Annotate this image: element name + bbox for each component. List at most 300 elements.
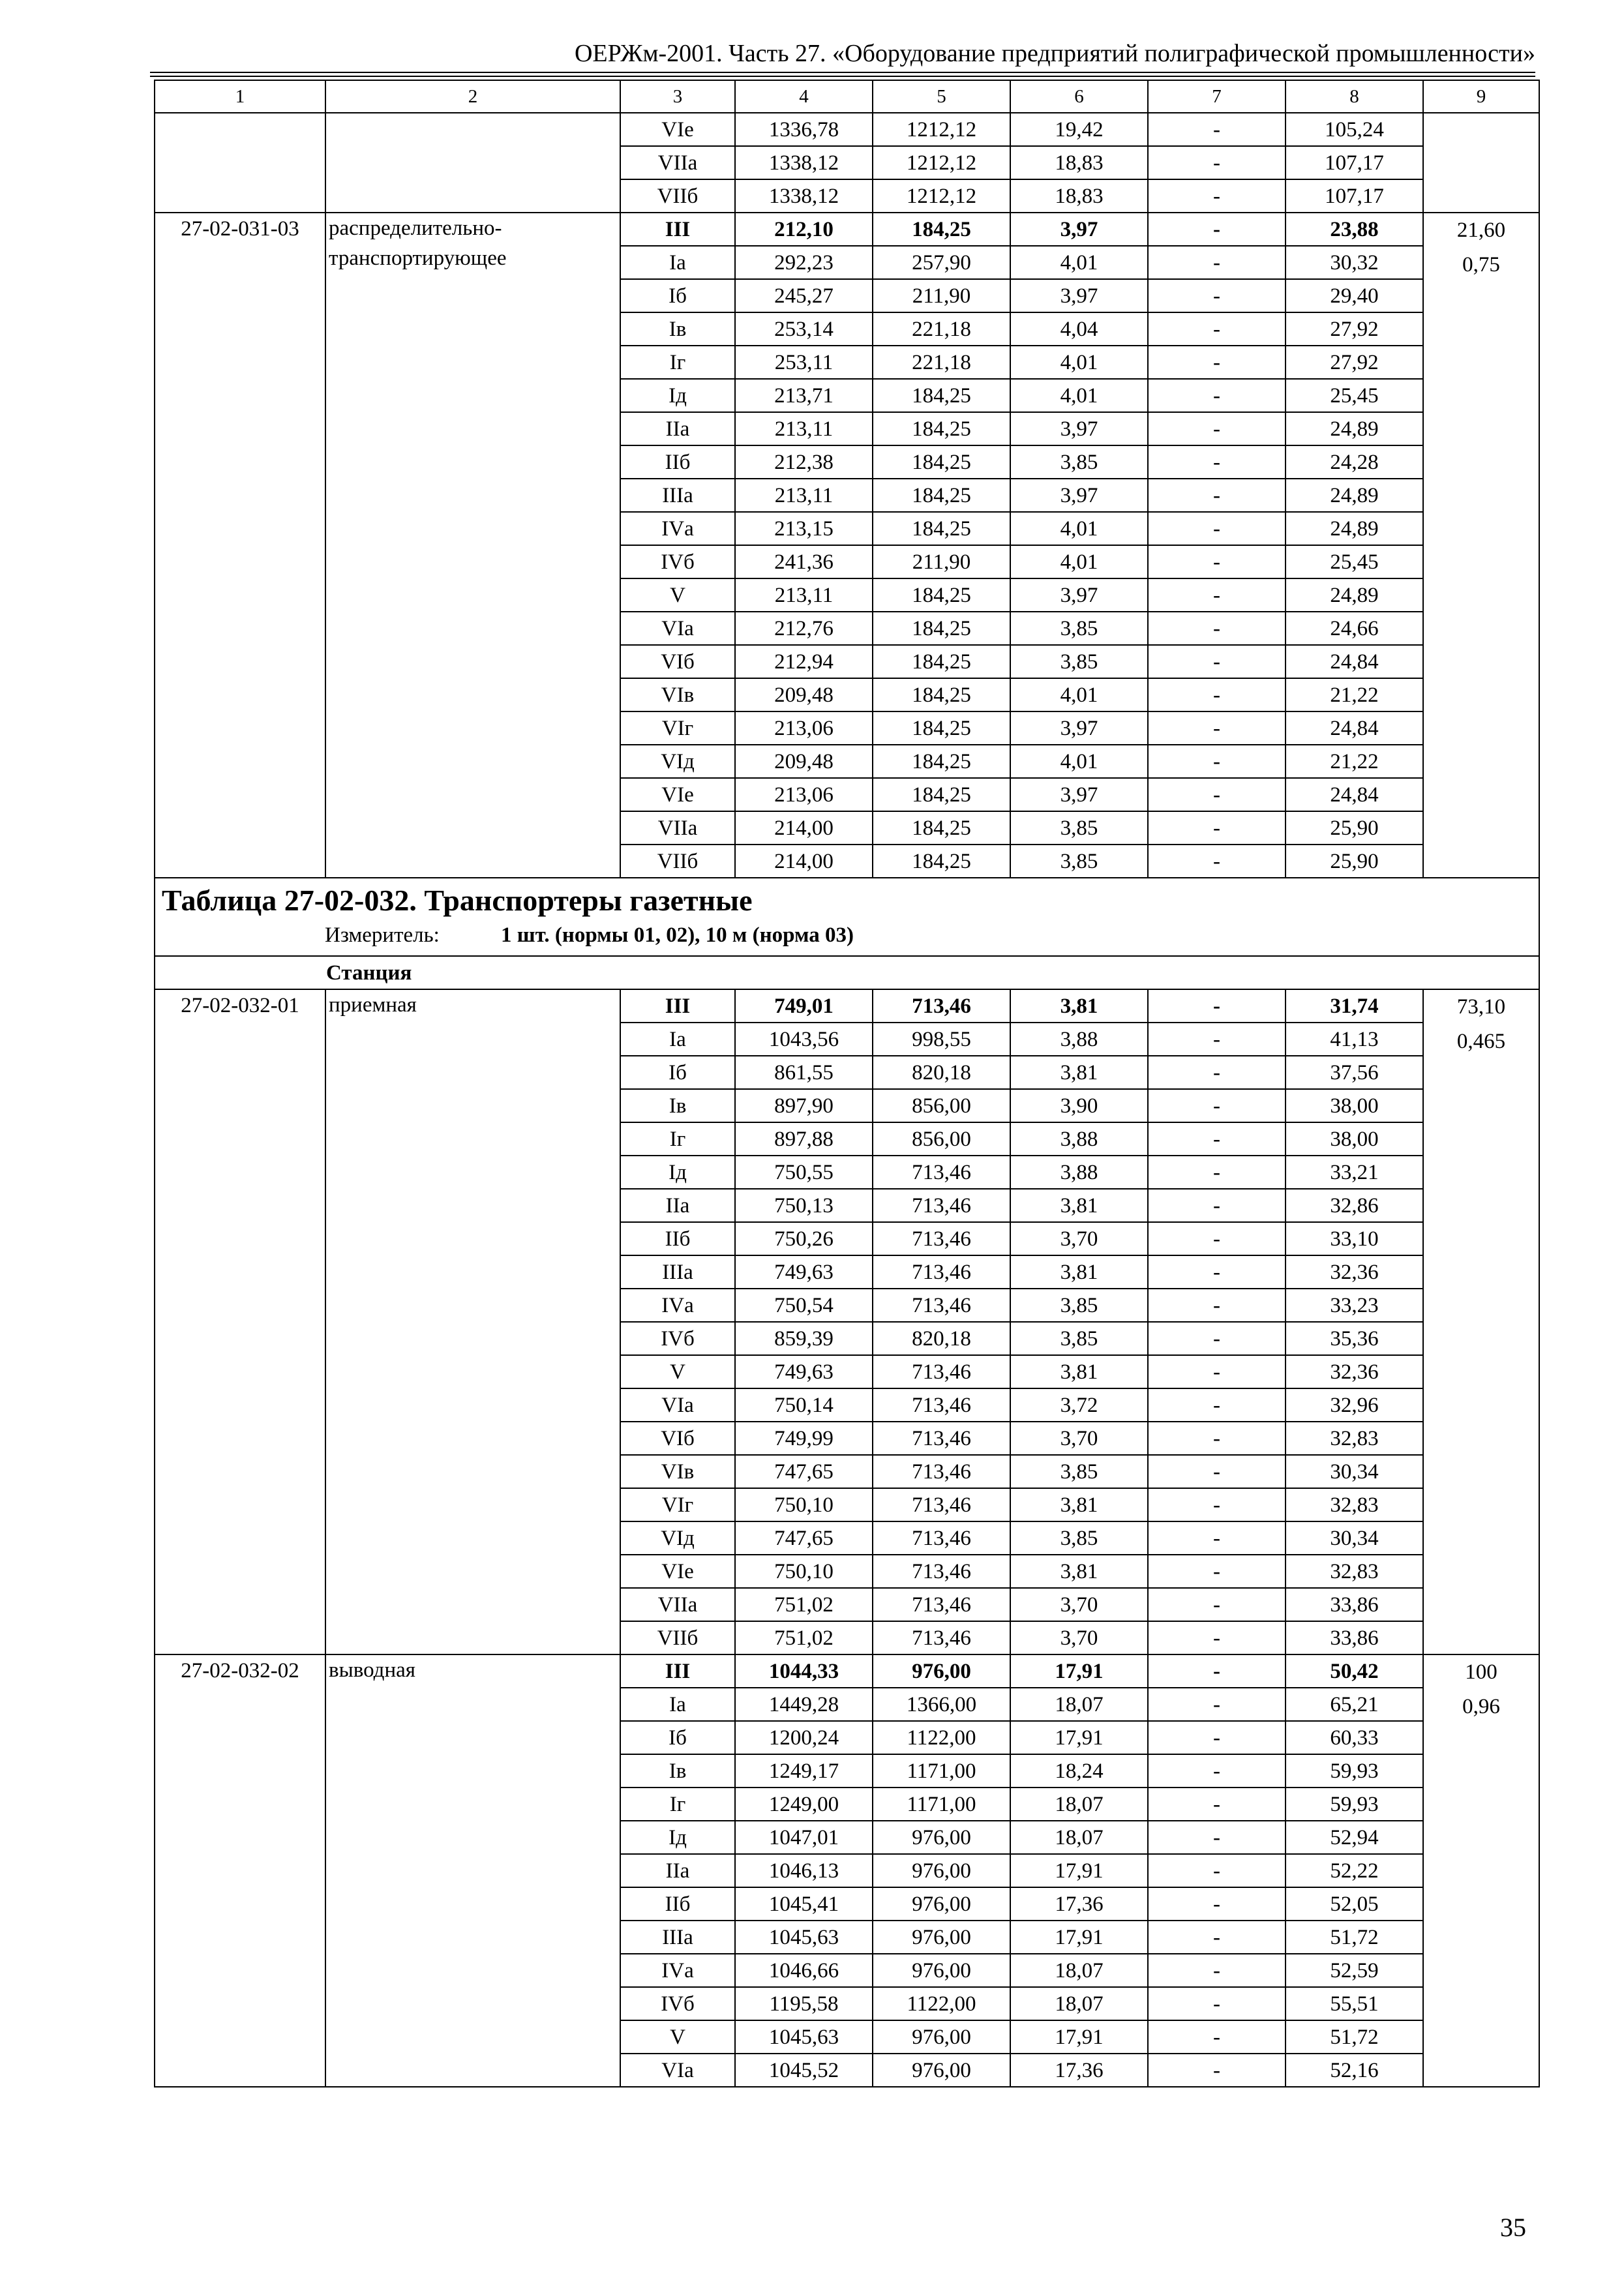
cell-col7: - [1148,1322,1286,1355]
cell-col5: 1212,12 [873,113,1010,146]
cell-col8: 107,17 [1286,179,1423,213]
cell-col5: 976,00 [873,2020,1010,2054]
cell-col3: Iг [620,346,735,379]
cell-col7: - [1148,1388,1286,1422]
cell-col4: 214,00 [735,845,873,878]
cell-col5: 820,18 [873,1056,1010,1089]
cell-col4: 1200,24 [735,1721,873,1754]
cell-col6: 3,81 [1010,1189,1148,1222]
cell-col7: - [1148,545,1286,578]
cell-col4: 1249,17 [735,1754,873,1788]
cell-col5: 1212,12 [873,146,1010,179]
norm-name: выводная [325,1654,620,2087]
col-header: 2 [325,80,620,113]
cell-col6: 17,91 [1010,1654,1148,1688]
cell-col8: 32,36 [1286,1255,1423,1289]
cell-col8: 33,86 [1286,1621,1423,1654]
cell-col3: VIIа [620,811,735,845]
col9-values [1423,1654,1539,2087]
cell-col8: 24,89 [1286,412,1423,445]
cell-col7: - [1148,1222,1286,1255]
cell-col7: - [1148,1122,1286,1156]
cell-col7: - [1148,1788,1286,1821]
cell-col8: 32,83 [1286,1422,1423,1455]
cell-col5: 184,25 [873,379,1010,412]
cell-col5: 976,00 [873,2054,1010,2087]
cell-col3: VIе [620,778,735,811]
cell-col3: IIа [620,1189,735,1222]
cell-col4: 213,11 [735,578,873,612]
cell-col3: IIб [620,445,735,479]
cell-col4: 1249,00 [735,1788,873,1821]
cell-col7: - [1148,1621,1286,1654]
cell-col8: 25,45 [1286,379,1423,412]
cell-col6: 3,85 [1010,1521,1148,1555]
cell-col3: Iв [620,1089,735,1122]
cell-col4: 751,02 [735,1621,873,1654]
cell-col4: 897,90 [735,1089,873,1122]
cell-col8: 59,93 [1286,1788,1423,1821]
cell-col4: 749,99 [735,1422,873,1455]
measure-value: 1 шт. (нормы 01, 02), 10 м (норма 03) [501,923,854,947]
cell-col8: 33,23 [1286,1289,1423,1322]
cell-col7: - [1148,1887,1286,1921]
cell-col7: - [1148,1821,1286,1854]
cell-col5: 184,25 [873,745,1010,778]
cell-col6: 3,85 [1010,445,1148,479]
cell-col5: 713,46 [873,1222,1010,1255]
cell-col3: Iв [620,312,735,346]
cell-col6: 17,36 [1010,2054,1148,2087]
cell-col7: - [1148,479,1286,512]
col-header: 4 [735,80,873,113]
cell-col8: 25,90 [1286,845,1423,878]
cell-col3: VIб [620,1422,735,1455]
cell-col7: - [1148,811,1286,845]
cell-col6: 19,42 [1010,113,1148,146]
cell-col7: - [1148,989,1286,1023]
cell-col3: III [620,989,735,1023]
cell-col8: 41,13 [1286,1023,1423,1056]
cell-col8: 51,72 [1286,1921,1423,1954]
col-header: 1 [155,80,325,113]
cell-col7: - [1148,1189,1286,1222]
cell-col7: - [1148,512,1286,545]
cell-col5: 184,25 [873,445,1010,479]
col-header: 3 [620,80,735,113]
cell-col3: VIа [620,2054,735,2087]
norm-name: распределительно-транспортирующее [325,213,620,878]
cell-col4: 750,10 [735,1555,873,1588]
cell-col4: 213,06 [735,778,873,811]
cell-col8: 32,83 [1286,1555,1423,1588]
cell-col6: 18,24 [1010,1754,1148,1788]
col9-value: 21,60 [1456,218,1506,242]
cell-col8: 21,22 [1286,678,1423,711]
cell-col4: 1046,13 [735,1854,873,1887]
cell-col4: 1338,12 [735,179,873,213]
cell-col4: 1045,52 [735,2054,873,2087]
cell-col7: - [1148,845,1286,878]
cell-col3: IVа [620,1289,735,1322]
cell-col6: 3,97 [1010,778,1148,811]
cell-col8: 24,84 [1286,711,1423,745]
cell-col3: Iд [620,379,735,412]
cell-col7: - [1148,146,1286,179]
station-label: Станция [155,956,1539,989]
cell-col8: 32,96 [1286,1388,1423,1422]
cell-col7: - [1148,179,1286,213]
cell-col7: - [1148,578,1286,612]
cell-col6: 3,81 [1010,989,1148,1023]
cell-col6: 3,85 [1010,845,1148,878]
cell-col6: 3,81 [1010,1488,1148,1521]
cell-col4: 1336,78 [735,113,873,146]
cell-col8: 25,90 [1286,811,1423,845]
norm-code: 27-02-031-03 [155,213,325,878]
col-header: 7 [1148,80,1286,113]
cell-col6: 3,85 [1010,1322,1148,1355]
cell-col7: - [1148,1921,1286,1954]
cell-col6: 3,70 [1010,1222,1148,1255]
cell-col3: Iг [620,1788,735,1821]
cell-col6: 3,97 [1010,412,1148,445]
cell-col5: 976,00 [873,1654,1010,1688]
cell-col5: 184,25 [873,412,1010,445]
cell-col4: 213,15 [735,512,873,545]
cell-col4: 750,26 [735,1222,873,1255]
cell-col8: 32,36 [1286,1355,1423,1388]
cell-col8: 52,05 [1286,1887,1423,1921]
cell-col5: 221,18 [873,312,1010,346]
cell-col4: 1045,63 [735,2020,873,2054]
cell-col7: - [1148,1156,1286,1189]
cell-col4: 245,27 [735,279,873,312]
cell-col6: 4,01 [1010,346,1148,379]
cell-col5: 1122,00 [873,1987,1010,2020]
page-number: 35 [1500,2213,1526,2242]
cell-col6: 3,85 [1010,811,1148,845]
cell-col3: IVа [620,512,735,545]
cell-col6: 3,85 [1010,1289,1148,1322]
cell-col5: 713,46 [873,989,1010,1023]
cell-col7: - [1148,213,1286,246]
cell-col3: IVб [620,1987,735,2020]
cell-col3: V [620,2020,735,2054]
col9-value: 73,10 [1456,995,1506,1019]
cell-col4: 1338,12 [735,146,873,179]
cell-col7: - [1148,412,1286,445]
cell-col3: IVб [620,1322,735,1355]
cell-col5: 713,46 [873,1621,1010,1654]
cell-col6: 18,07 [1010,1954,1148,1987]
column-number-row [155,80,1539,113]
cell-col5: 976,00 [873,1887,1010,1921]
norm-name [325,113,620,213]
cell-col4: 751,02 [735,1588,873,1621]
cell-col5: 184,25 [873,479,1010,512]
cell-col6: 18,07 [1010,1821,1148,1854]
cell-col8: 27,92 [1286,312,1423,346]
table-title-cell [155,878,1539,956]
cell-col6: 4,01 [1010,246,1148,279]
cell-col3: VIIб [620,179,735,213]
cell-col5: 713,46 [873,1255,1010,1289]
cell-col3: Iб [620,279,735,312]
cell-col8: 35,36 [1286,1322,1423,1355]
cell-col6: 3,70 [1010,1621,1148,1654]
cell-col3: Iд [620,1821,735,1854]
cell-col7: - [1148,1355,1286,1388]
cell-col3: V [620,1355,735,1388]
cell-col6: 3,81 [1010,1555,1148,1588]
col-header: 6 [1010,80,1148,113]
cell-col6: 3,97 [1010,279,1148,312]
cell-col5: 211,90 [873,545,1010,578]
cell-col3: III [620,1654,735,1688]
cell-col7: - [1148,1555,1286,1588]
cell-col3: VIб [620,645,735,678]
cell-col5: 184,25 [873,213,1010,246]
cell-col3: Iб [620,1721,735,1754]
cell-col7: - [1148,1854,1286,1887]
cell-col5: 713,46 [873,1156,1010,1189]
cell-col8: 52,59 [1286,1954,1423,1987]
cell-col6: 18,83 [1010,179,1148,213]
cell-col5: 856,00 [873,1122,1010,1156]
cell-col8: 107,17 [1286,146,1423,179]
header-rule [150,72,1535,73]
cell-col7: - [1148,113,1286,146]
cell-col5: 713,46 [873,1521,1010,1555]
cell-col6: 17,91 [1010,1721,1148,1754]
cell-col5: 184,25 [873,778,1010,811]
table-row [155,113,1539,146]
cell-col6: 3,97 [1010,213,1148,246]
col9-values [1423,213,1539,878]
cell-col3: Iв [620,1754,735,1788]
cell-col6: 3,88 [1010,1023,1148,1056]
cell-col8: 27,92 [1286,346,1423,379]
cell-col7: - [1148,645,1286,678]
cell-col7: - [1148,346,1286,379]
cell-col7: - [1148,1654,1286,1688]
cell-col5: 713,46 [873,1588,1010,1621]
cell-col8: 52,94 [1286,1821,1423,1854]
cell-col5: 713,46 [873,1355,1010,1388]
station-row [155,956,1539,989]
cell-col4: 749,63 [735,1355,873,1388]
cell-col5: 998,55 [873,1023,1010,1056]
cell-col5: 1171,00 [873,1754,1010,1788]
cell-col8: 33,86 [1286,1588,1423,1621]
cell-col8: 30,34 [1286,1455,1423,1488]
cell-col3: IIIа [620,1255,735,1289]
cell-col4: 209,48 [735,678,873,711]
cell-col8: 24,28 [1286,445,1423,479]
cell-col8: 105,24 [1286,113,1423,146]
cell-col3: VIа [620,612,735,645]
cell-col3: VIIб [620,845,735,878]
cell-col4: 1044,33 [735,1654,873,1688]
cell-col7: - [1148,379,1286,412]
cell-col3: IIа [620,412,735,445]
cell-col3: VIIа [620,1588,735,1621]
cell-col8: 24,66 [1286,612,1423,645]
cell-col6: 3,70 [1010,1588,1148,1621]
cell-col8: 51,72 [1286,2020,1423,2054]
cell-col6: 4,01 [1010,745,1148,778]
cell-col6: 4,01 [1010,512,1148,545]
cell-col4: 253,14 [735,312,873,346]
cell-col8: 24,89 [1286,512,1423,545]
measure-label: Измеритель: [325,923,440,947]
norm-name: приемная [325,989,620,1654]
cell-col3: VIв [620,1455,735,1488]
cell-col5: 221,18 [873,346,1010,379]
cell-col6: 3,90 [1010,1089,1148,1122]
norm-code: 27-02-032-01 [155,989,325,1654]
cell-col4: 749,63 [735,1255,873,1289]
cell-col5: 976,00 [873,1854,1010,1887]
cell-col3: Iб [620,1056,735,1089]
cell-col3: VIд [620,745,735,778]
cell-col4: 1046,66 [735,1954,873,1987]
cell-col3: Iа [620,246,735,279]
table-row [155,1654,1539,1688]
cell-col3: VIа [620,1388,735,1422]
cell-col3: III [620,213,735,246]
cell-col4: 213,11 [735,479,873,512]
cell-col8: 24,89 [1286,479,1423,512]
cell-col5: 976,00 [873,1821,1010,1854]
cell-col8: 38,00 [1286,1089,1423,1122]
table-title-row [155,878,1539,956]
running-header: ОЕРЖм-2001. Часть 27. «Оборудование предприятий полиграфической промышленности» [574,40,1535,67]
cell-col5: 1122,00 [873,1721,1010,1754]
col-header: 5 [873,80,1010,113]
cell-col6: 18,07 [1010,1788,1148,1821]
cell-col5: 820,18 [873,1322,1010,1355]
cell-col8: 52,16 [1286,2054,1423,2087]
cell-col4: 861,55 [735,1056,873,1089]
rates-table [154,80,1540,2087]
col9-value: 100 [1465,1660,1497,1684]
col-header: 9 [1423,80,1539,113]
cell-col4: 212,10 [735,213,873,246]
cell-col8: 50,42 [1286,1654,1423,1688]
cell-col3: IIа [620,1854,735,1887]
cell-col7: - [1148,1089,1286,1122]
cell-col4: 750,55 [735,1156,873,1189]
cell-col5: 713,46 [873,1289,1010,1322]
cell-col3: Iг [620,1122,735,1156]
cell-col8: 38,00 [1286,1122,1423,1156]
cell-col3: VIе [620,113,735,146]
cell-col3: IIIа [620,479,735,512]
cell-col6: 3,97 [1010,711,1148,745]
cell-col6: 3,88 [1010,1156,1148,1189]
cell-col4: 241,36 [735,545,873,578]
cell-col7: - [1148,1488,1286,1521]
cell-col7: - [1148,1688,1286,1721]
cell-col3: Iд [620,1156,735,1189]
col9-value: 0,96 [1462,1695,1500,1718]
cell-col3: Iа [620,1688,735,1721]
cell-col5: 257,90 [873,246,1010,279]
cell-col5: 713,46 [873,1488,1010,1521]
cell-col5: 976,00 [873,1954,1010,1987]
cell-col6: 4,01 [1010,678,1148,711]
cell-col7: - [1148,1954,1286,1987]
measure-line [162,920,1536,950]
cell-col4: 750,14 [735,1388,873,1422]
cell-col5: 184,25 [873,578,1010,612]
cell-col3: VIг [620,711,735,745]
cell-col7: - [1148,778,1286,811]
cell-col6: 3,85 [1010,645,1148,678]
col9-value: 0,465 [1456,1030,1506,1053]
col9-value: 0,75 [1462,253,1500,277]
cell-col8: 60,33 [1286,1721,1423,1754]
cell-col7: - [1148,1987,1286,2020]
cell-col8: 29,40 [1286,279,1423,312]
cell-col7: - [1148,1455,1286,1488]
cell-col4: 213,71 [735,379,873,412]
cell-col8: 37,56 [1286,1056,1423,1089]
cell-col6: 3,97 [1010,578,1148,612]
norm-code [155,113,325,213]
cell-col4: 213,06 [735,711,873,745]
cell-col5: 713,46 [873,1388,1010,1422]
cell-col7: - [1148,612,1286,645]
cell-col7: - [1148,1023,1286,1056]
cell-col3: IIIа [620,1921,735,1954]
cell-col4: 1045,41 [735,1887,873,1921]
cell-col8: 24,89 [1286,578,1423,612]
cell-col5: 1171,00 [873,1788,1010,1821]
cell-col6: 17,36 [1010,1887,1148,1921]
cell-col7: - [1148,711,1286,745]
cell-col5: 856,00 [873,1089,1010,1122]
cell-col8: 24,84 [1286,778,1423,811]
cell-col3: IIб [620,1887,735,1921]
cell-col6: 18,07 [1010,1688,1148,1721]
cell-col6: 3,88 [1010,1122,1148,1156]
cell-col6: 3,85 [1010,1455,1148,1488]
cell-col8: 52,22 [1286,1854,1423,1887]
cell-col4: 212,94 [735,645,873,678]
cell-col7: - [1148,2054,1286,2087]
cell-col5: 976,00 [873,1921,1010,1954]
cell-col4: 212,76 [735,612,873,645]
cell-col6: 3,81 [1010,1056,1148,1089]
cell-col7: - [1148,1056,1286,1089]
cell-col8: 23,88 [1286,213,1423,246]
cell-col4: 1449,28 [735,1688,873,1721]
cell-col6: 3,97 [1010,479,1148,512]
cell-col7: - [1148,1588,1286,1621]
cell-col4: 212,38 [735,445,873,479]
cell-col8: 59,93 [1286,1754,1423,1788]
cell-col3: Iа [620,1023,735,1056]
cell-col6: 18,07 [1010,1987,1148,2020]
table-title: Таблица 27-02-032. Транспортеры газетные [162,884,753,917]
cell-col7: - [1148,312,1286,346]
header-rule-thin [150,76,1535,77]
cell-col3: V [620,578,735,612]
cell-col5: 713,46 [873,1455,1010,1488]
